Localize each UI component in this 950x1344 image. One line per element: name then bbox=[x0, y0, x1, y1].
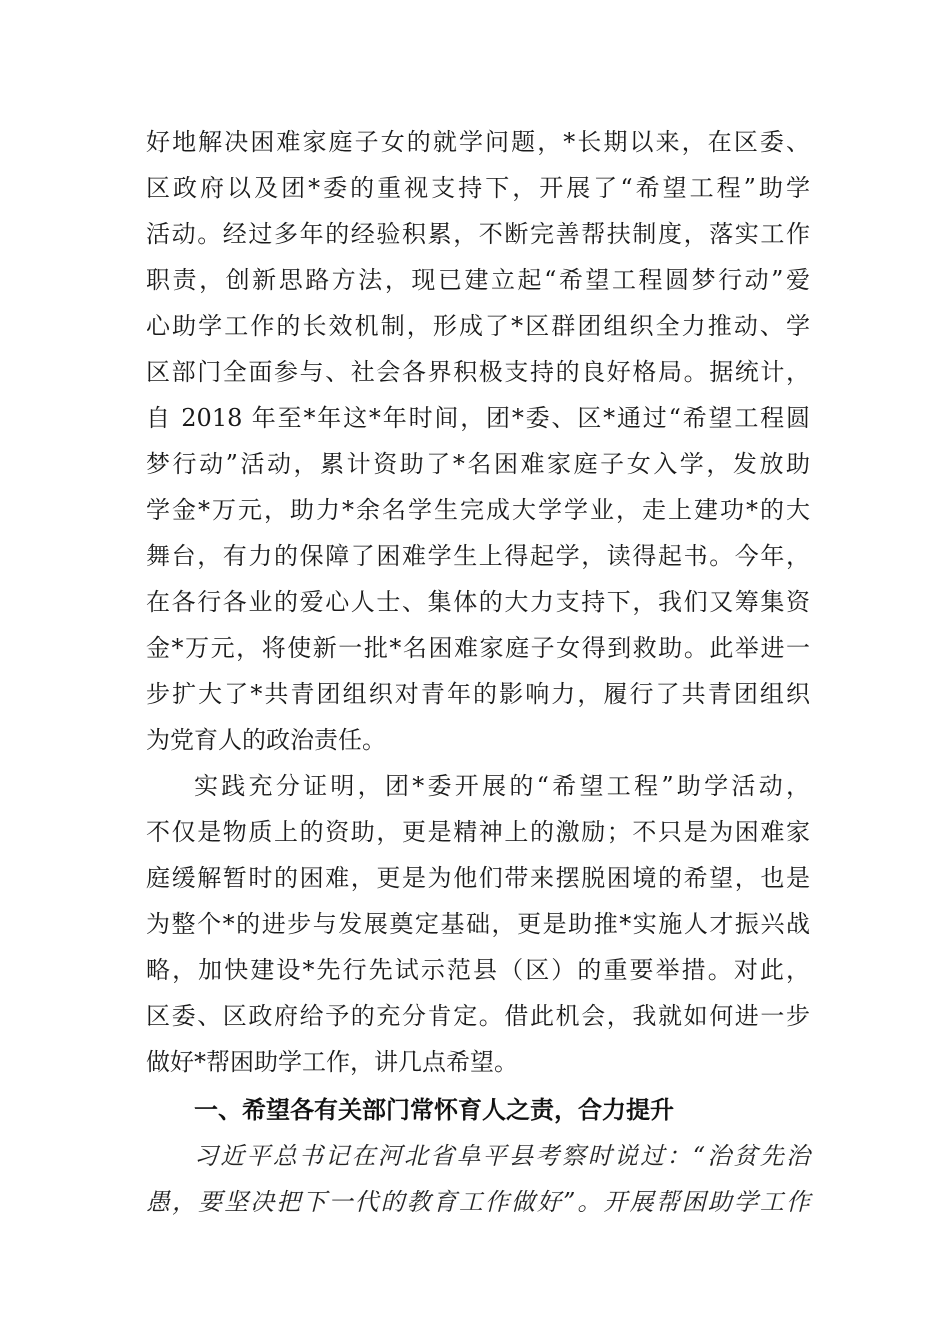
text-line: 愚，要坚决把下一代的教育工作做好”。开展帮困助学工作 bbox=[146, 1188, 810, 1216]
text-line: 梦行动”活动，累计资助了*名困难家庭子女入学，发放助 bbox=[146, 450, 810, 478]
text-line: 区政府以及团*委的重视支持下，开展了“希望工程”助学 bbox=[146, 174, 810, 202]
text-line: 习近平总书记在河北省阜平县考察时说过：“治贫先治 bbox=[194, 1142, 810, 1170]
text-line: 庭缓解暂时的困难，更是为他们带来摆脱困境的希望，也是 bbox=[146, 864, 810, 892]
text-line: 为整个*的进步与发展奠定基础，更是助推*实施人才振兴战 bbox=[146, 910, 810, 938]
text-line: 实践充分证明，团*委开展的“希望工程”助学活动， bbox=[194, 772, 810, 800]
text-line: 区部门全面参与、社会各界积极支持的良好格局。据统计， bbox=[146, 358, 810, 386]
text-line: 学金*万元，助力*余名学生完成大学学业，走上建功*的大 bbox=[146, 496, 810, 524]
text-line: 略，加快建设*先行先试示范县（区）的重要举措。对此， bbox=[146, 956, 810, 984]
text-line: 做好*帮困助学工作，讲几点希望。 bbox=[146, 1048, 518, 1076]
text-line: 步扩大了*共青团组织对青年的影响力，履行了共青团组织 bbox=[146, 680, 810, 708]
text-line: 在各行各业的爱心人士、集体的大力支持下，我们又筹集资 bbox=[146, 588, 810, 616]
text-line: 区委、区政府给予的充分肯定。借此机会，我就如何进一步 bbox=[146, 1002, 810, 1030]
document-body bbox=[146, 119, 810, 1225]
text-line: 不仅是物质上的资助，更是精神上的激励；不只是为困难家 bbox=[146, 818, 810, 846]
text-line: 职责，创新思路方法，现已建立起“希望工程圆梦行动”爱 bbox=[146, 266, 810, 294]
text-line: 自 2018 年至*年这*年时间，团*委、区*通过“希望工程圆 bbox=[146, 404, 810, 432]
paragraph-1 bbox=[146, 119, 810, 763]
paragraph-2 bbox=[146, 763, 810, 1085]
text-line: 为党育人的政治责任。 bbox=[146, 726, 386, 754]
section-heading: 一、希望各有关部门常怀育人之责，合力提升 bbox=[194, 1096, 674, 1124]
text-line: 好地解决困难家庭子女的就学问题，*长期以来，在区委、 bbox=[146, 128, 810, 156]
text-line: 活动。经过多年的经验积累，不断完善帮扶制度，落实工作 bbox=[146, 220, 810, 248]
text-line: 心助学工作的长效机制，形成了*区群团组织全力推动、学 bbox=[146, 312, 810, 340]
text-line: 舞台，有力的保障了困难学生上得起学，读得起书。今年， bbox=[146, 542, 810, 570]
paragraph-3 bbox=[146, 1133, 810, 1225]
text-line: 金*万元，将使新一批*名困难家庭子女得到救助。此举进一 bbox=[146, 634, 810, 662]
